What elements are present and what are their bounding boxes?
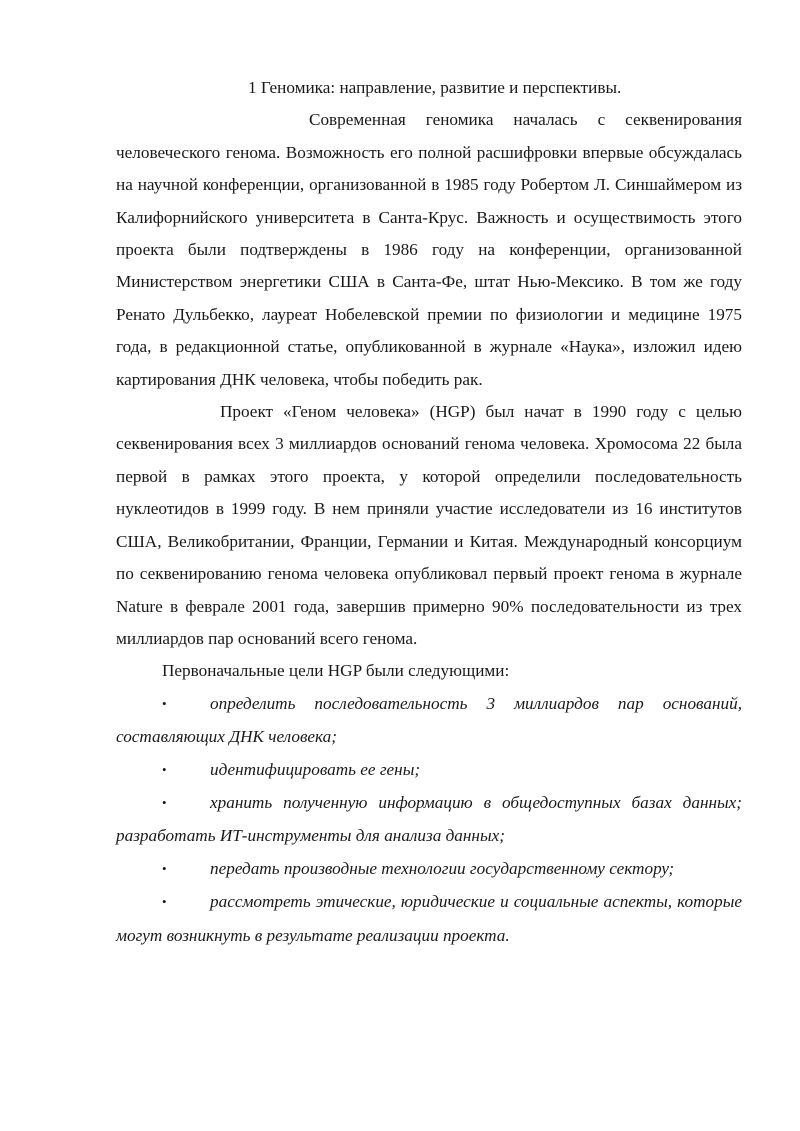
list-item-text: рассмотреть этические, юридические и социальные аспекты, которые могут возникнуть в результате реализации проекта. <box>116 892 742 945</box>
document-page <box>116 72 742 952</box>
list-item-text: определить последовательность 3 миллиардов пар оснований, составляющих ДНК человека; <box>116 693 742 747</box>
bullet-icon: • <box>162 794 167 810</box>
paragraph-hgp: Проект «Геном человека» (HGP) был начат в 1990 году с целью секвенирования всех 3 миллиардов оснований генома человека. Хромосома 22 была первой в рамках этого проекта, у которой определили последовательность нуклеотидов в 1999 году. В нем приняли участие исследователи из 16 институтов США, Великобритании, Франции, Германии и Китая. Международный консорциум по секвенированию генома человека опубликовал первый проект генома в журнале Nature в феврале 2001 года, завершив примерно 90% последовательности из трех миллиардов пар оснований всего генома. <box>116 402 742 648</box>
list-item <box>116 886 742 952</box>
paragraph-goals-intro: Первоначальные цели HGP были следующими: <box>162 661 510 681</box>
list-item-text: передать производные технологии государственному сектору; <box>210 858 675 878</box>
section-heading: 1 Геномика: направление, развитие и перспективы. <box>248 78 622 97</box>
list-item <box>116 787 742 853</box>
list-item-text: хранить полученную информацию в общедоступных базах данных; разработать ИТ-инструменты для анализа данных; <box>116 792 742 846</box>
bullet-icon: • <box>162 761 167 777</box>
list-item-text: идентифицировать ее гены; <box>210 759 421 779</box>
bullet-icon: • <box>162 860 167 876</box>
list-item <box>116 754 742 787</box>
bullet-icon: • <box>162 695 167 711</box>
list-item <box>116 853 742 886</box>
bullet-icon: • <box>162 894 167 910</box>
goals-list <box>116 688 742 952</box>
list-item <box>116 688 742 754</box>
paragraph-genomics-history: Современная геномика началась с секвенирования человеческого генома. Возможность его полной расшифровки впервые обсуждалась на научной конференции, организованной в 1985 году Робертом Л. Синшаймером из Калифорнийского университета в Санта-Крус. Важность и осуществимость этого проекта были подтверждены в 1986 году на конференции, организованной Министерством энергетики США в Санта-Фе, штат Нью-Мексико. В том же году Ренато Дульбекко, лауреат Нобелевской премии по физиологии и медицине 1975 года, в редакционной статье, опубликованной в журнале «Наука», изложил идею картирования ДНК человека, чтобы победить рак. <box>116 110 742 389</box>
